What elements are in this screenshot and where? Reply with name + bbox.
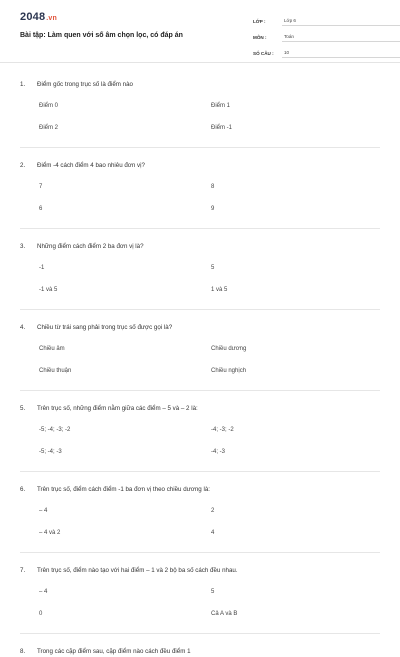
answer-option[interactable]: Điểm 1 [211,103,231,109]
answer-option[interactable]: 5 [211,265,215,271]
answer-option[interactable]: 4 [211,530,215,536]
question-divider [20,309,380,310]
answer-option[interactable]: 2 [211,508,215,514]
question-header [20,242,380,252]
question-item [20,485,380,538]
meta-key: SỐ CÂU : [253,51,274,56]
question-item [20,242,380,295]
question-text: Điểm -4 cách điểm 4 bao nhiêu đơn vị? [37,162,145,169]
question-number: 5. [20,405,26,412]
question-text: Chiều từ trái sang phải trong trục số được gọi là? [37,324,173,331]
answer-option[interactable]: Chiều thuận [39,368,72,374]
answer-option[interactable]: Điểm -1 [211,125,233,131]
question-number: 4. [20,324,26,331]
answer-options [20,506,380,538]
question-number: 2. [20,162,26,169]
meta-row-subject [253,27,400,42]
answer-options [20,263,380,295]
question-item [20,80,380,133]
page-header [20,0,380,62]
question-text: Điểm gốc trong trục số là điểm nào [37,81,133,88]
answer-option[interactable]: 5 [211,589,215,595]
answer-options [20,425,380,457]
answer-option[interactable]: -1 và 5 [39,287,58,293]
question-header [20,566,380,576]
question-text: Trong các cặp điểm sau, cặp điểm nào cách đều điểm 1 [37,648,191,655]
answer-option[interactable]: 0 [39,611,43,617]
logo-suffix: .vn [46,15,57,22]
question-item [20,566,380,619]
answer-options [20,344,380,376]
meta-key: LỚP : [253,19,266,24]
question-item [20,161,380,214]
answer-option[interactable]: Điểm 2 [39,125,59,131]
answer-option[interactable]: 6 [39,206,43,212]
question-divider [20,471,380,472]
question-text: Trên trục số, điểm nào tạo với hai điểm – 1 và 2 bộ ba số cách đều nhau. [37,567,238,574]
answer-option[interactable]: Chiều âm [39,346,65,352]
question-number: 8. [20,648,26,655]
question-header [20,404,380,414]
question-divider [20,228,380,229]
site-logo[interactable] [20,11,57,23]
meta-value: Lớp 6 [282,18,400,26]
question-number: 3. [20,243,26,250]
answer-option[interactable]: – 4 và 2 [39,530,61,536]
answer-option[interactable]: -1 [39,265,45,271]
answer-options [20,587,380,619]
answer-option[interactable]: Điểm 0 [39,103,59,109]
meta-row-count [253,43,400,58]
meta-key: MÔN : [253,35,267,40]
question-divider [20,147,380,148]
question-header [20,161,380,171]
question-header [20,485,380,495]
meta-row-class [253,11,400,26]
question-list [20,63,380,657]
answer-option[interactable]: -4; -3; -2 [211,427,234,433]
question-text: Trên trục số, điểm cách điểm -1 ba đơn vị theo chiều dương là: [37,486,210,493]
meta-value: 10 [282,50,400,58]
answer-option[interactable]: 8 [211,184,215,190]
question-text: Những điểm cách điểm 2 ba đơn vị là? [37,243,144,250]
answer-option[interactable]: Chiều nghịch [211,368,247,374]
question-item [20,404,380,457]
question-header [20,323,380,333]
answer-option[interactable]: 9 [211,206,215,212]
answer-options [20,182,380,214]
question-text: Trên trục số, những điểm nằm giữa các điểm – 5 và – 2 là: [37,405,198,412]
question-header [20,80,380,90]
answer-option[interactable]: 1 và 5 [211,287,228,293]
document-title: Bài tập: Làm quen với số âm chọn lọc, có đáp án [20,32,183,39]
question-number: 6. [20,486,26,493]
question-number: 1. [20,81,26,88]
answer-option[interactable]: – 4 [39,508,48,514]
answer-option[interactable]: Chiều dương [211,346,247,352]
answer-options [20,101,380,133]
meta-value: Toán [282,34,400,42]
question-divider [20,552,380,553]
question-divider [20,633,380,634]
answer-option[interactable]: – 4 [39,589,48,595]
question-header [20,647,380,657]
question-item [20,647,380,657]
answer-option[interactable]: 7 [39,184,43,190]
logo-text: 2048 [20,11,46,23]
answer-option[interactable]: -4; -3 [211,449,226,455]
question-number: 7. [20,567,26,574]
answer-option[interactable]: -5; -4; -3 [39,449,62,455]
question-divider [20,390,380,391]
answer-option[interactable]: -5; -4; -3; -2 [39,427,71,433]
answer-option[interactable]: Cả A và B [211,611,238,617]
question-item [20,323,380,376]
document-meta [253,11,400,59]
